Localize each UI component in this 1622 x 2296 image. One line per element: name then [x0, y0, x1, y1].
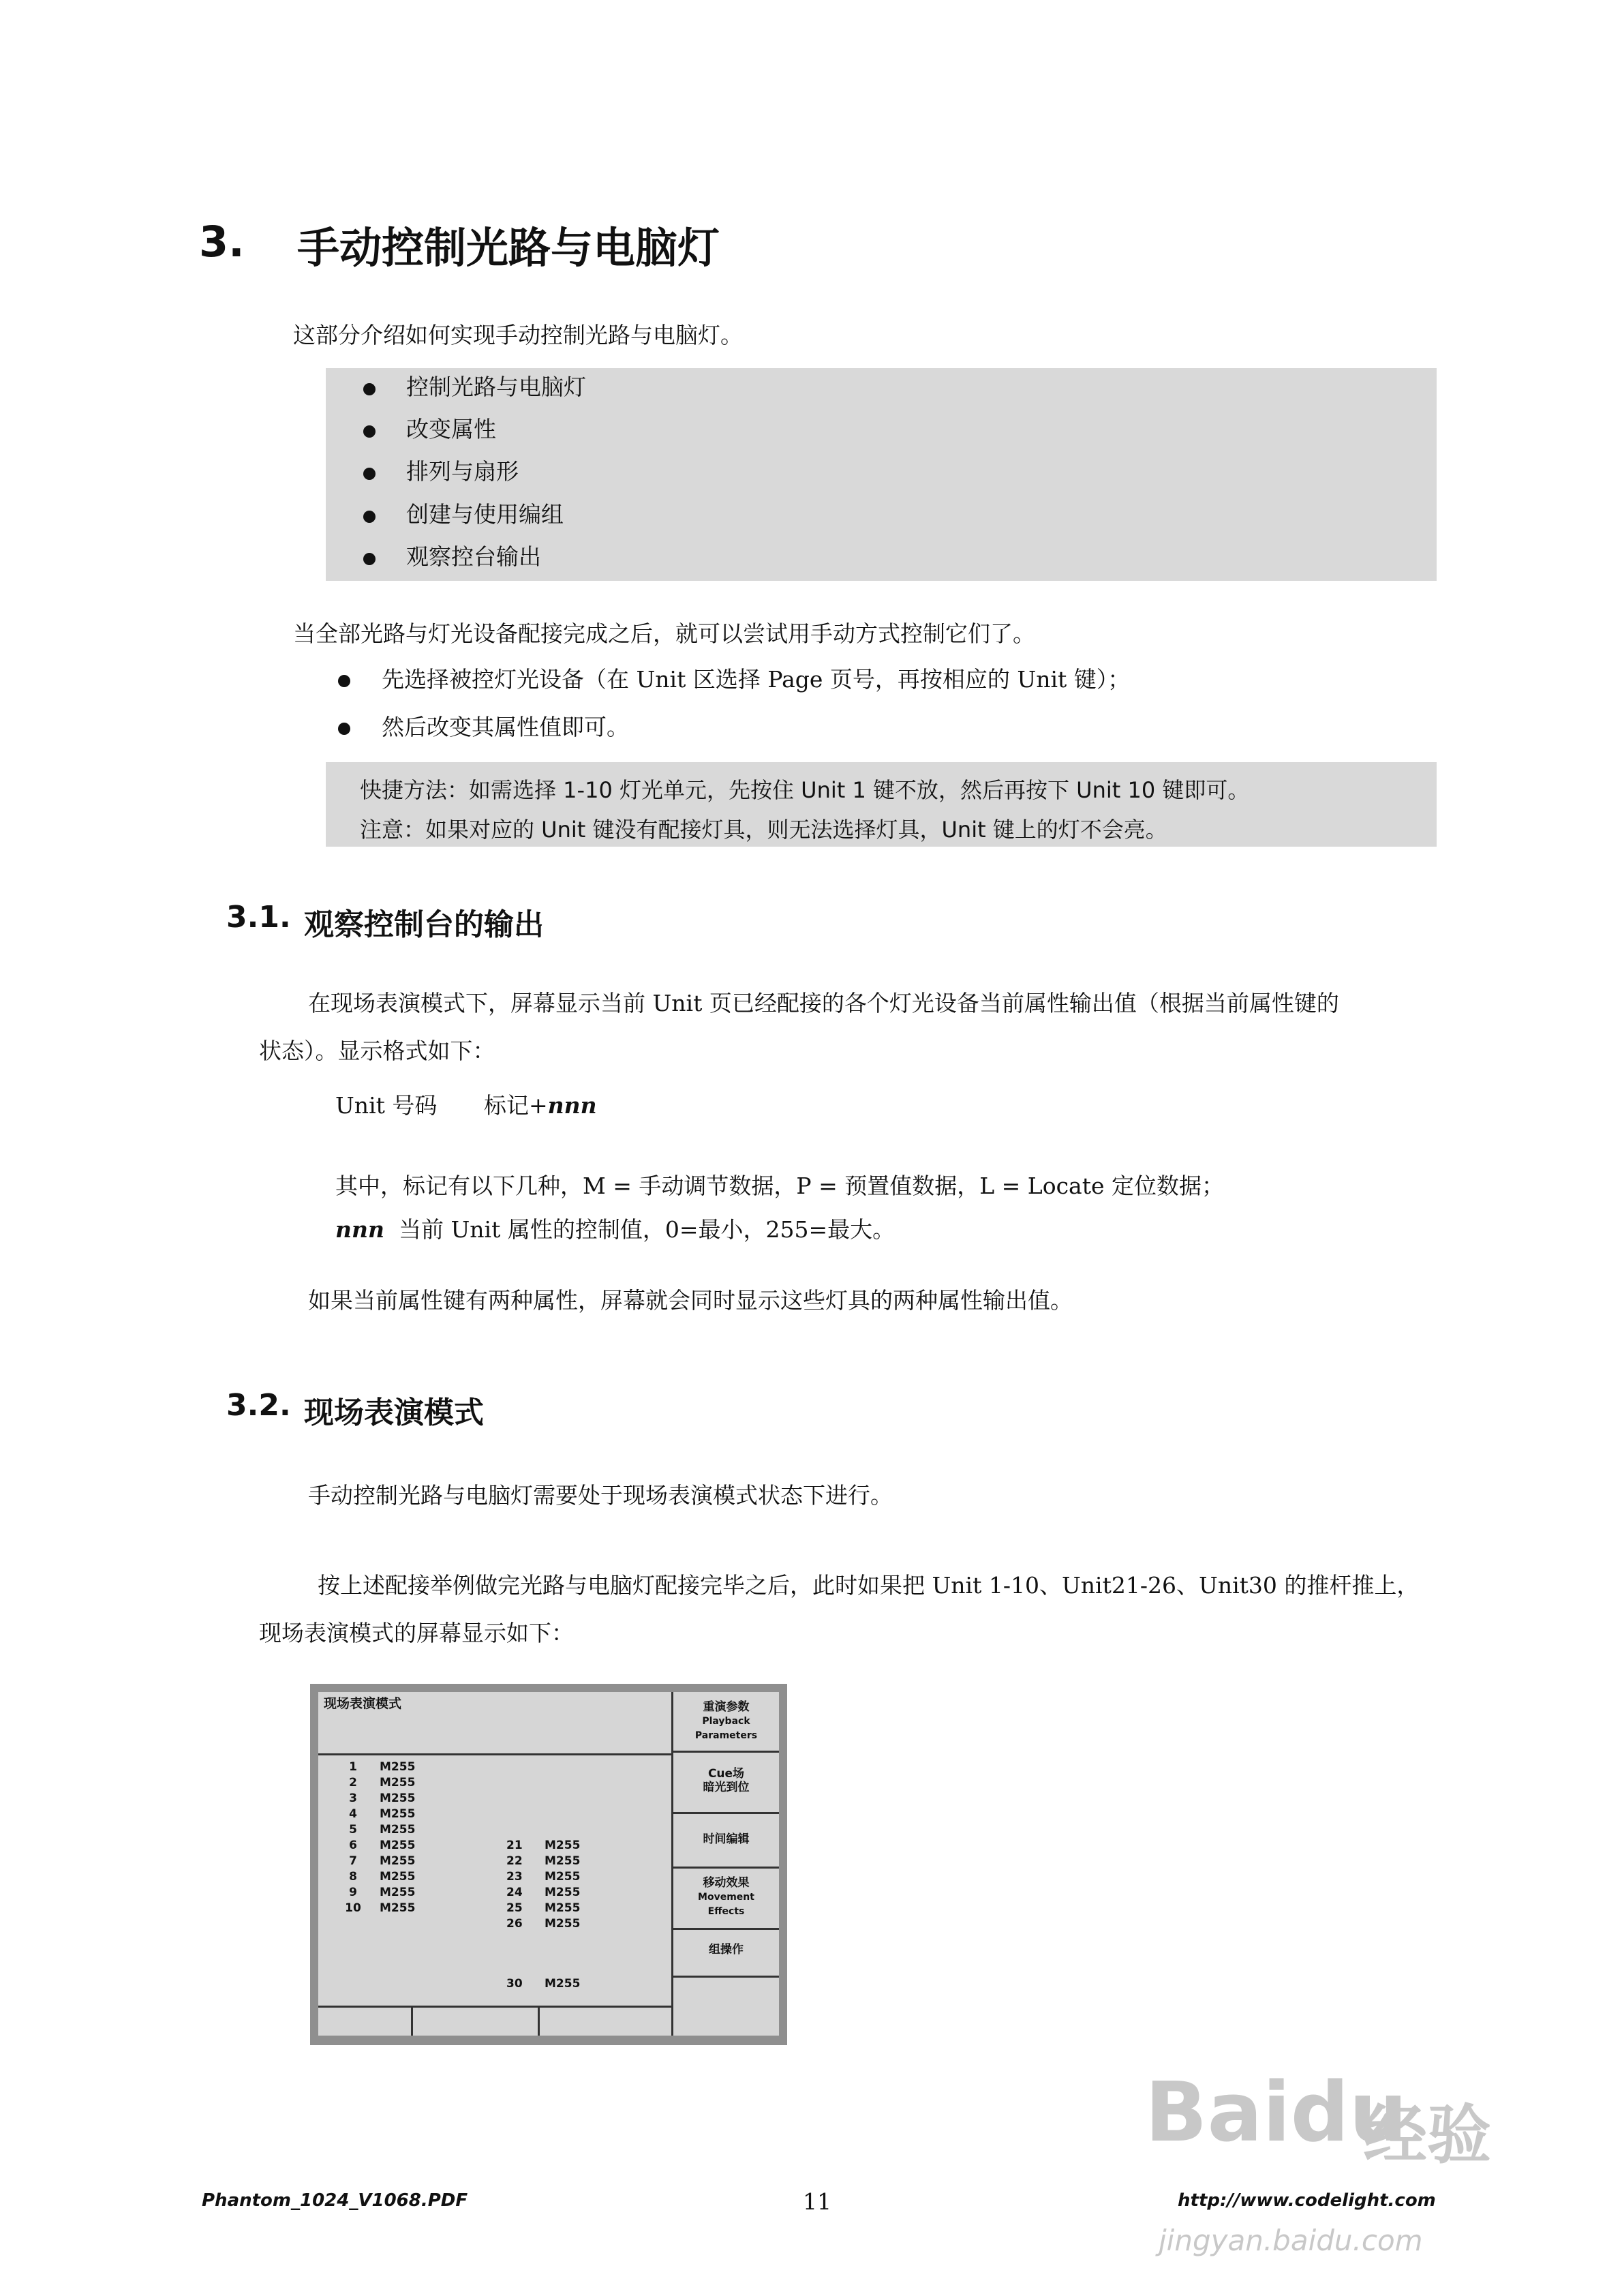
unit-value: M255 — [380, 1854, 416, 1868]
subsection-number: 3.1. — [226, 900, 291, 935]
page-number: 11 — [803, 2188, 831, 2215]
bullet-icon — [338, 723, 350, 735]
divider — [671, 1692, 673, 2036]
unit-value: M255 — [545, 1854, 581, 1868]
topic-label: 控制光路与电脑灯 — [406, 374, 586, 400]
paragraph: nnn 当前 Unit 属性的控制值，0=最小，255=最大。 — [335, 1216, 896, 1243]
time-edit-button: 时间编辑 — [703, 1832, 750, 1846]
unit-value: M255 — [380, 1823, 416, 1837]
divider — [673, 1812, 779, 1814]
unit-number: 5 — [349, 1823, 357, 1837]
movement-effects-button: 移动效果 Movement Effects — [698, 1876, 754, 1917]
divider — [673, 1867, 779, 1869]
unit-number: 30 — [506, 1977, 523, 1991]
bullet-icon — [363, 553, 376, 565]
unit-number: 7 — [349, 1854, 357, 1868]
paragraph: 在现场表演模式下，屏幕显示当前 Unit 页已经配接的各个灯光设备当前属性输出值（根据当前属性键的 — [308, 990, 1339, 1016]
paragraph: 如果当前属性键有两种属性，屏幕就会同时显示这些灯具的两种属性输出值。 — [308, 1287, 1073, 1314]
unit-value: M255 — [545, 1886, 581, 1899]
playback-parameters-button: 重演参数 Playback Parameters — [694, 1700, 758, 1741]
format-unit: Unit 号码 — [335, 1092, 438, 1119]
unit-number: 3 — [349, 1792, 357, 1805]
unit-value: M255 — [545, 1870, 581, 1884]
unit-value: M255 — [380, 1901, 416, 1915]
unit-value: M255 — [380, 1807, 416, 1821]
unit-value: M255 — [380, 1886, 416, 1899]
step-label: 先选择被控灯光设备（在 Unit 区选择 Page 页号，再按相应的 Unit 键）； — [382, 666, 1131, 693]
topics-box — [326, 368, 1437, 581]
paragraph: 其中，标记有以下几种，M = 手动调节数据，P = 预置值数据，L = Locate 定位数据； — [335, 1173, 1225, 1199]
unit-number: 9 — [349, 1886, 357, 1899]
bullet-icon — [338, 675, 350, 687]
bullet-icon — [363, 511, 376, 523]
section-number: 3. — [199, 217, 245, 267]
paragraph: 手动控制光路与电脑灯需要处于现场表演模式状态下进行。 — [308, 1482, 893, 1509]
group-operation-button: 组操作 — [709, 1943, 744, 1957]
screen-title: 现场表演模式 — [324, 1696, 402, 1711]
divider — [673, 1928, 779, 1930]
unit-number: 24 — [506, 1886, 523, 1899]
unit-number: 26 — [506, 1917, 523, 1931]
paragraph: 当全部光路与灯光设备配接完成之后，就可以尝试用手动方式控制它们了。 — [293, 620, 1035, 647]
divider — [411, 2006, 413, 2036]
subsection-title: 观察控制台的输出 — [304, 907, 544, 942]
unit-number: 4 — [349, 1807, 357, 1821]
divider — [673, 1751, 779, 1753]
paragraph: 按上述配接举例做完光路与电脑灯配接完毕之后，此时如果把 Unit 1-10、Unit21-26、Unit30 的推杆推上， — [318, 1572, 1420, 1599]
unit-value: M255 — [545, 1901, 581, 1915]
footer-filename: Phantom_1024_V1068.PDF — [202, 2190, 468, 2211]
divider — [318, 1753, 671, 1755]
unit-number: 22 — [506, 1854, 523, 1868]
tip-note: 注意：如果对应的 Unit 键没有配接灯具，则无法选择灯具，Unit 键上的灯不会亮。 — [360, 817, 1167, 843]
unit-value: M255 — [545, 1839, 581, 1852]
topic-label: 改变属性 — [406, 416, 496, 442]
baidu-watermark-logo: Baidu — [1145, 2066, 1407, 2160]
unit-value: M255 — [380, 1792, 416, 1805]
tip-shortcut: 快捷方法：如需选择 1-10 灯光单元，先按住 Unit 1 键不放，然后再按下 Unit 10 键即可。 — [360, 777, 1250, 803]
divider — [318, 2006, 671, 2008]
unit-number: 25 — [506, 1901, 523, 1915]
live-mode-screen — [310, 1684, 787, 2045]
cue-dimmer-button: Cue场 暗光到位 — [703, 1767, 750, 1795]
unit-value: M255 — [545, 1977, 581, 1991]
unit-number: 6 — [349, 1839, 357, 1852]
intro-text: 这部分介绍如何实现手动控制光路与电脑灯。 — [293, 322, 743, 348]
divider — [673, 1976, 779, 1978]
format-marker: 标记+nnn — [484, 1092, 597, 1119]
bullet-icon — [363, 425, 376, 438]
footer-url: http://www.codelight.com — [1178, 2190, 1436, 2211]
topic-label: 观察控台输出 — [406, 543, 541, 570]
step-label: 然后改变其属性值即可。 — [382, 714, 629, 740]
subsection-title: 现场表演模式 — [304, 1395, 484, 1430]
unit-value: M255 — [545, 1917, 581, 1931]
unit-number: 23 — [506, 1870, 523, 1884]
watermark-url: jingyan.baidu.com — [1159, 2224, 1423, 2257]
unit-value: M255 — [380, 1760, 416, 1774]
paragraph: 状态）。显示格式如下： — [259, 1038, 495, 1064]
unit-number: 10 — [345, 1901, 361, 1915]
subsection-number: 3.2. — [226, 1388, 291, 1423]
tips-box — [326, 762, 1437, 847]
bullet-icon — [363, 383, 376, 395]
section-title: 手动控制光路与电脑灯 — [297, 223, 720, 273]
watermark-text: 经验 — [1363, 2098, 1492, 2173]
unit-number: 1 — [349, 1760, 357, 1774]
unit-value: M255 — [380, 1776, 416, 1789]
unit-number: 2 — [349, 1776, 357, 1789]
topic-label: 创建与使用编组 — [406, 501, 564, 528]
unit-number: 8 — [349, 1870, 357, 1884]
unit-value: M255 — [380, 1870, 416, 1884]
divider — [538, 2006, 540, 2036]
paragraph: 现场表演模式的屏幕显示如下： — [259, 1620, 574, 1646]
bullet-icon — [363, 468, 376, 480]
unit-number: 21 — [506, 1839, 523, 1852]
unit-value: M255 — [380, 1839, 416, 1852]
screen-panel — [318, 1692, 779, 2036]
topic-label: 排列与扇形 — [406, 458, 519, 485]
